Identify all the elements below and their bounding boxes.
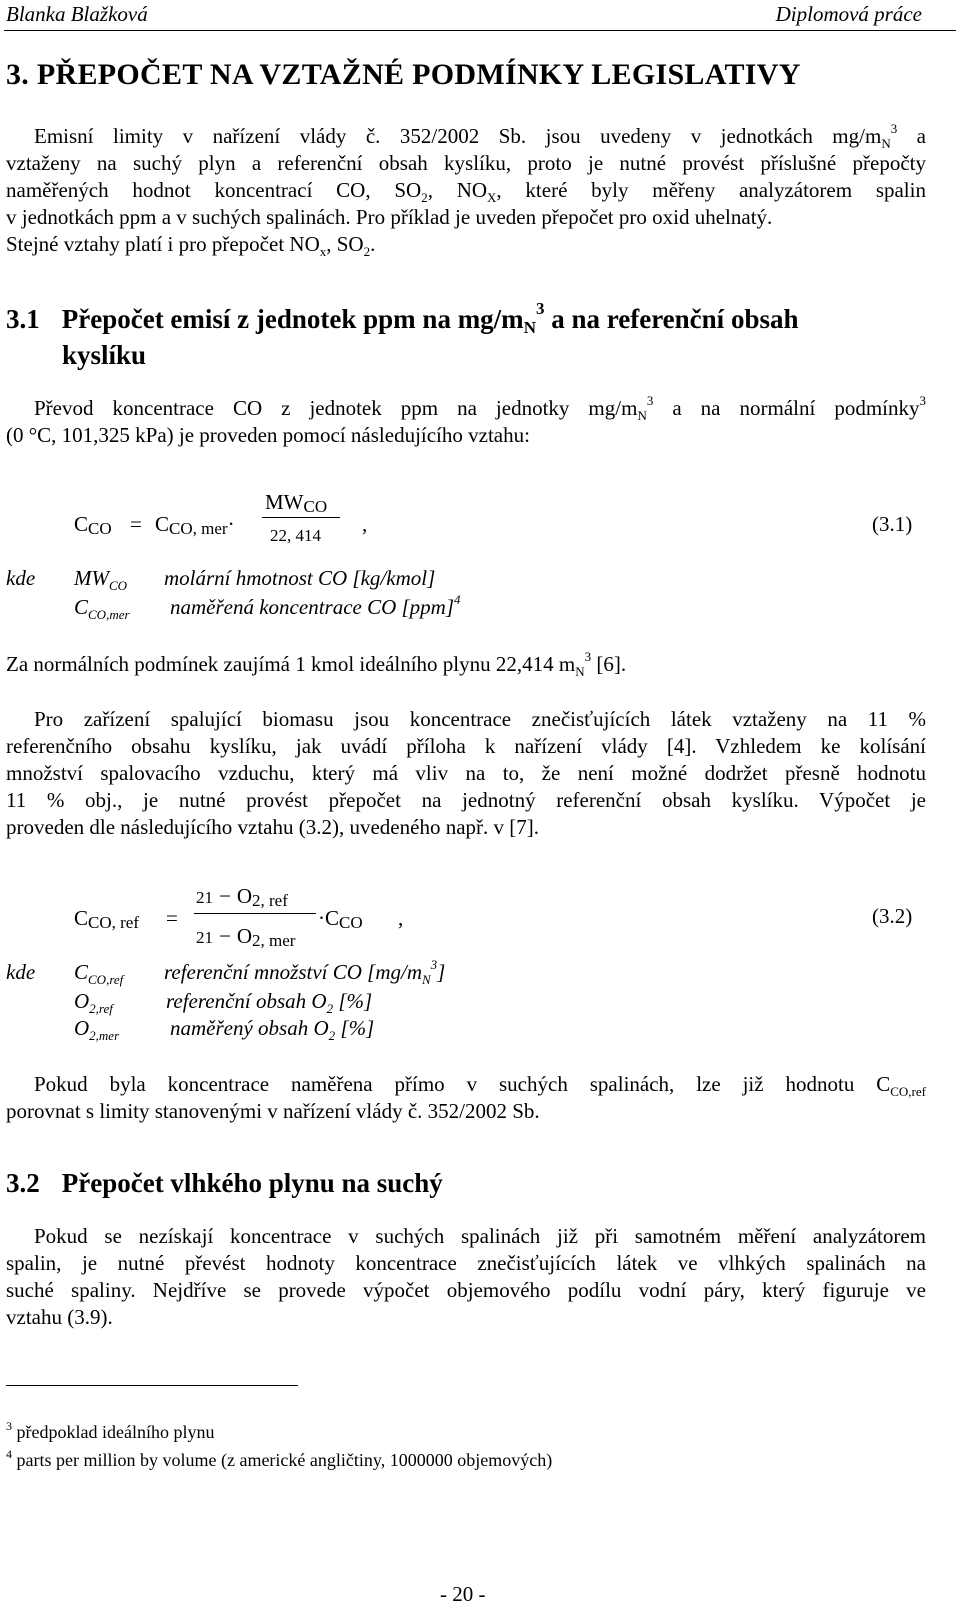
def-symbol-o2mer: $O_{2,mer}$: [74, 1016, 120, 1043]
def-text-o2ref: referenční obsah $O_2$ [%]: [166, 989, 373, 1016]
intro-line-1: Emisní limity v nařízení vlády č. 352/2002 Sb. jsou uvedeny v jednotkách $mg/m_N^3$ a: [34, 121, 927, 151]
section-3-1-heading-line-2: kyslíku: [62, 340, 147, 370]
header-doc-type: Diplomová práce: [775, 2, 922, 26]
s32-line-4: vztahu (3.9).: [6, 1305, 113, 1329]
s31-p3-line-4: 11 % obj., je nutné provést přepočet na jednotný referenční obsah kyslíku. Výpočet je: [6, 788, 926, 812]
intro-line-4: v jednotkách ppm a v suchých spalinách. Pro příklad je uveden přepočet pro oxid uhelnatý.: [6, 205, 773, 229]
def-symbol-cmer: $C_{CO,mer}$: [74, 595, 130, 622]
s31-p3-line-2: referenčního obsahu kyslíku, jak uvádí příloha k nařízení vlády [4]. Vzhledem ke kolísání: [6, 734, 926, 758]
intro-line-3: naměřených hodnot koncentrací CO, $SO_2$, $NO_X$, které byly měřeny analyzátorem spalin: [6, 178, 926, 205]
s31-p1-line-1: Převod koncentrace CO z jednotek ppm na jednotky $mg/m_N^3$ a na normální podmínky$^3$: [34, 393, 926, 423]
s31-p4-line-2: porovnat s limity stanovenými v nařízení vlády č. 352/2002 Sb.: [6, 1099, 540, 1123]
def-text-mw: molární hmotnost CO [kg/kmol]: [164, 566, 436, 590]
def-text-o2mer: naměřený obsah $O_2$ [%]: [170, 1016, 375, 1043]
chapter-title: 3. PŘEPOČET NA VZTAŽNÉ PODMÍNKY LEGISLATIVY: [6, 58, 801, 91]
equation-label: (3.1): [872, 512, 913, 536]
equation-label: (3.2): [872, 904, 913, 928]
def-text-cref: referenční množství CO $[mg/m_N^3]$: [164, 957, 446, 987]
header-rule: [4, 30, 956, 31]
def-symbol-mw: $MW_{CO}$: [74, 566, 128, 593]
section-3-1-heading-line-1: 3.1 Přepočet emisí z jednotek ppm na $mg/mN^3$ a na referenční obsah: [6, 299, 799, 337]
section-3-2-heading: 3.2 Přepočet vlhkého plynu na suchý: [6, 1168, 443, 1198]
s32-line-1: Pokud se nezískají koncentrace v suchých spalinách již při samotném měření analyzátorem: [34, 1224, 926, 1248]
intro-line-5: Stejné vztahy platí i pro přepočet $NO_x$, $SO_2$.: [6, 232, 376, 259]
footnote-4: $^4$ parts per million by volume (z americké angličtiny, 1000000 objemových): [6, 1447, 553, 1470]
section-number: 3.2: [6, 1168, 40, 1198]
footnote-rule: [6, 1385, 298, 1386]
def-symbol-cref: $C_{CO,ref}$: [74, 960, 124, 987]
where-label: kde: [6, 566, 36, 590]
s31-p4-line-1: Pokud byla koncentrace naměřena přímo v suchých spalinách, lze již hodnotu $C_{CO,ref}$: [34, 1072, 926, 1099]
s31-p3-line-3: množství spalovacího vzduchu, který má vliv na to, že není možné dodržet přesně hodnotu: [6, 761, 926, 785]
s31-p1-line-2: (0 °C, 101,325 kPa) je proveden pomocí následujícího vztahu:: [6, 423, 530, 447]
section-number: 3.1: [6, 304, 40, 334]
s32-line-3: suché spaliny. Nejdříve se provede výpočet objemového podílu vodní páry, který figuruje ve: [6, 1278, 926, 1302]
s31-p3-line-5: proveden dle následujícího vztahu (3.2), uvedeného např. v [7].: [6, 815, 539, 839]
s31-p3-line-1: Pro zařízení spalující biomasu jsou koncentrace znečisťujících látek vztaženy na 11 %: [34, 707, 926, 731]
where-label: kde: [6, 960, 36, 984]
header-author: Blanka Blažková: [6, 2, 148, 26]
intro-line-2: vztaženy na suchý plyn a referenční obsah kyslíku, proto je nutné provést příslušné přepočty: [6, 151, 926, 175]
s32-line-2: spalin, je nutné převést hodnoty koncentrace znečisťujících látek ve vlhkých spalinách na: [6, 1251, 926, 1275]
def-text-cmer: naměřená koncentrace CO [ppm]$^4$: [170, 592, 461, 619]
footnote-3: $^3$ předpoklad ideálního plynu: [6, 1419, 215, 1442]
s31-p2: Za normálních podmínek zaujímá 1 kmol ideálního plynu 22,414 $m_N^3$ [6].: [6, 649, 627, 679]
def-symbol-o2ref: $O_{2,ref}$: [74, 989, 113, 1016]
page-number: - 20 -: [440, 1582, 486, 1606]
